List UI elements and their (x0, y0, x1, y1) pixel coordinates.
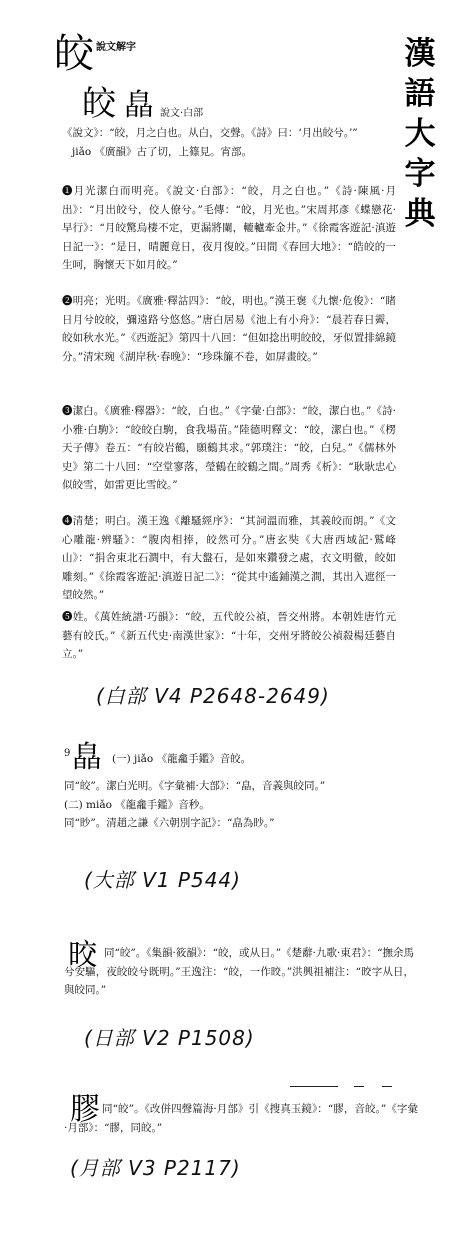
divider (354, 1086, 364, 1087)
entry-line: (一) jiǎo 《龍龕手鑑》音皎。 (112, 753, 252, 765)
definition-1: ❶月光潔白而明亮。《說文·白部》：“皎，月之白也。”《詩·陳風·月出》：“月出皎兮，佼人僚兮。”毛傳：“皎，月光也。”宋周邦彥《蝶戀花·早行》：“月皎驚烏棲不定，更漏將闌，轆轤牽金井。”《徐霞客遊記·滇遊日記一》：“是日，晴麗竟日，夜月復皎。”田間《春回大地》：“皓皎的一生呵，胸懷天下如月皎。” (62, 185, 396, 271)
definition-2: ❷明亮；光明。《廣雅·釋詁四》：“皎，明也。”漢王褒《九懷·危俊》：“睹日月兮皎皎，彌遠路兮悠悠。”唐白居易《池上有小舟》：“晨若春日霽，皎如秋水光。”《西遊記》第四十八回：“但如捻出明皎皎，牙似置排綿鏡分。”清宋琬《湖岸秋·春晚》：“珍珠簾不卷，如屏畫皎。” (62, 295, 396, 363)
entry-line: 《說文》：“皎，月之白也。从白，交聲。《詩》曰：‘月出皎兮。’” (62, 127, 358, 139)
seal-script-variant: 皛 (124, 88, 154, 123)
entry-headword: 皛 (72, 740, 102, 775)
handwritten-reference: (日部 V2 P1508) (84, 1026, 255, 1050)
entry-body: 同“皎”。《集韻·筱韻》：“皎，或从日。”《楚辭·九歌·東君》：“撫余馬兮安驅，夜皎皎兮既明。”王逸注：“皎，一作晈。”洪興祖補注：“晈字从日，與皎同。” (64, 947, 414, 996)
entry-body (62, 124, 390, 161)
entry-line: 同“皎”。潔白光明。《字彙補·大部》：“皛，音義與皎同。” (64, 780, 326, 792)
entry-headword: 膠 (70, 1092, 100, 1127)
entry-line: 同“眇”。清趙之謙《六朝別字記》：“皛為眇。” (64, 817, 275, 829)
divider (290, 1086, 338, 1087)
definition-4: ❹清楚；明白。漢王逸《離騷經序》：“其詞溫而雅，其義皎而朗。”《文心雕龍·辨騷》：“腹肉相捧，皎然可分。”唐玄奘《大唐西域記·鷲峰山》：“捐舍東北石澗中，有大盤石，是如來鑽發之處，衣文明徹，皎如雕刻。”《徐霞客遊記·滇遊日記二》：“從其中遙鋪漢之澗，其出入遮徑一望皎然。” (62, 515, 396, 601)
divider (382, 1086, 392, 1087)
entry-line: jiǎo 《廣韻》古了切，上篠見。宵部。 (72, 145, 253, 158)
handwritten-reference: (大部 V1 P544) (84, 868, 241, 892)
entry-body: 同“皎”。《改併四聲篇海·月部》引《搜真玉鏡》：“膠，音皎。”《字彙·月部》：“膠，同皎。” (64, 1103, 418, 1134)
entry-number: 9 (64, 748, 71, 759)
page-head-character: 皎 (54, 31, 94, 77)
entry-headword: 皎 (82, 84, 116, 124)
title-char: 語 (404, 76, 436, 112)
seal-note: 說文解字 (96, 42, 136, 53)
variant-source: 說文·白部 (160, 108, 204, 119)
title-char: 大 (404, 116, 436, 152)
title-char: 漢 (404, 36, 436, 72)
definition-5: ❺姓。《萬姓統譜·巧韻》：“皎，五代皎公禎，晉交州將。本朝姓唐竹元藝有皎氏。”《新五代史·南漢世家》：“十年，交州牙將皎公禎殺楊廷藝自立。” (62, 611, 396, 660)
dictionary-title (398, 34, 442, 234)
entry-body (112, 750, 412, 769)
entry-line: (二) miǎo 《龍龕手鑑》音秒。 (64, 798, 210, 811)
entry-headword: 晈 (68, 938, 98, 973)
entry-body (64, 777, 412, 833)
handwritten-reference: (白部 V4 P2648-2649) (96, 684, 330, 708)
definition-3: ❸潔白。《廣雅·釋器》：“皎，白也。”《字彙·白部》：“皎，潔白也。”《詩·小雅·白駒》：“皎皎白駒，食我場苗。”陸德明釋文：“皎，潔白也。”《楞天子傳》卷五：“有皎岩鶴，願鶴其求。”郭璞注：“皎，白兒。”《儒林外史》第二十八回：“空堂寥落，瑩鶴在皎鶴之間。”周秀《析》：“耿耿忠心似皎雪，如雷更比雪皎。” (62, 405, 396, 491)
title-char: 典 (404, 196, 436, 232)
handwritten-reference: (月部 V3 P2117) (70, 1156, 241, 1180)
title-char: 字 (404, 156, 436, 192)
